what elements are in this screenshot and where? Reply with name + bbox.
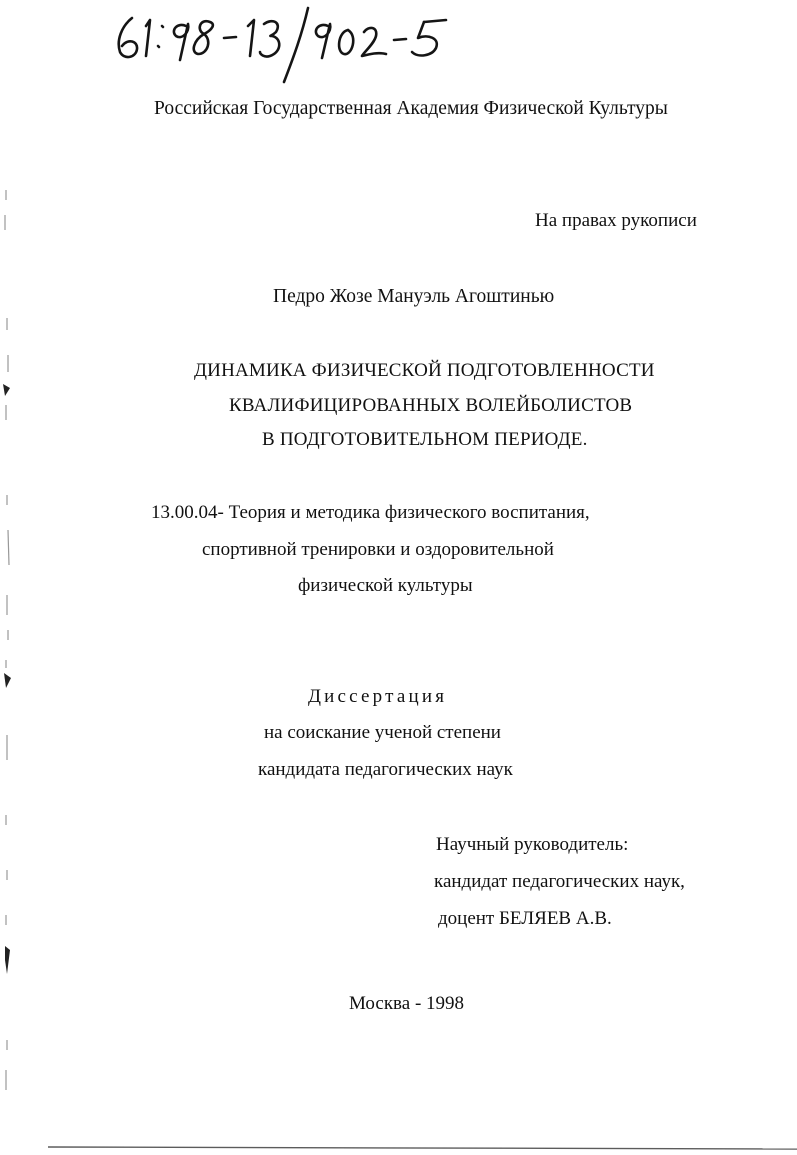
- author-name: Педро Жозе Мануэль Агоштинью: [273, 286, 555, 307]
- degree-line-2: кандидата педагогических наук: [258, 759, 513, 780]
- supervisor-heading: Научный руководитель:: [436, 834, 629, 855]
- supervisor-name: доцент БЕЛЯЕВ А.В.: [438, 908, 612, 929]
- city-year: Москва - 1998: [349, 993, 465, 1014]
- specialty-line-3: физической культуры: [298, 575, 473, 596]
- specialty-line-2: спортивной тренировки и оздоровительной: [202, 539, 554, 560]
- degree-line-1: на соискание ученой степени: [264, 722, 501, 743]
- thesis-title-line-3: В ПОДГОТОВИТЕЛЬНОМ ПЕРИОДЕ.: [262, 429, 588, 450]
- manuscript-rights-note: На правах рукописи: [535, 210, 697, 231]
- dissertation-label: Диссертация: [308, 686, 448, 707]
- handwritten-archive-number: [112, 4, 452, 84]
- thesis-title-line-2: КВАЛИФИЦИРОВАННЫХ ВОЛЕЙБОЛИСТОВ: [229, 395, 633, 416]
- supervisor-degree: кандидат педагогических наук,: [434, 871, 685, 892]
- institution-name: Российская Государственная Академия Физической Культуры: [154, 98, 668, 119]
- specialty-line-1: 13.00.04- Теория и методика физического воспитания,: [151, 502, 590, 523]
- thesis-title-line-1: ДИНАМИКА ФИЗИЧЕСКОЙ ПОДГОТОВЛЕННОСТИ: [194, 360, 655, 381]
